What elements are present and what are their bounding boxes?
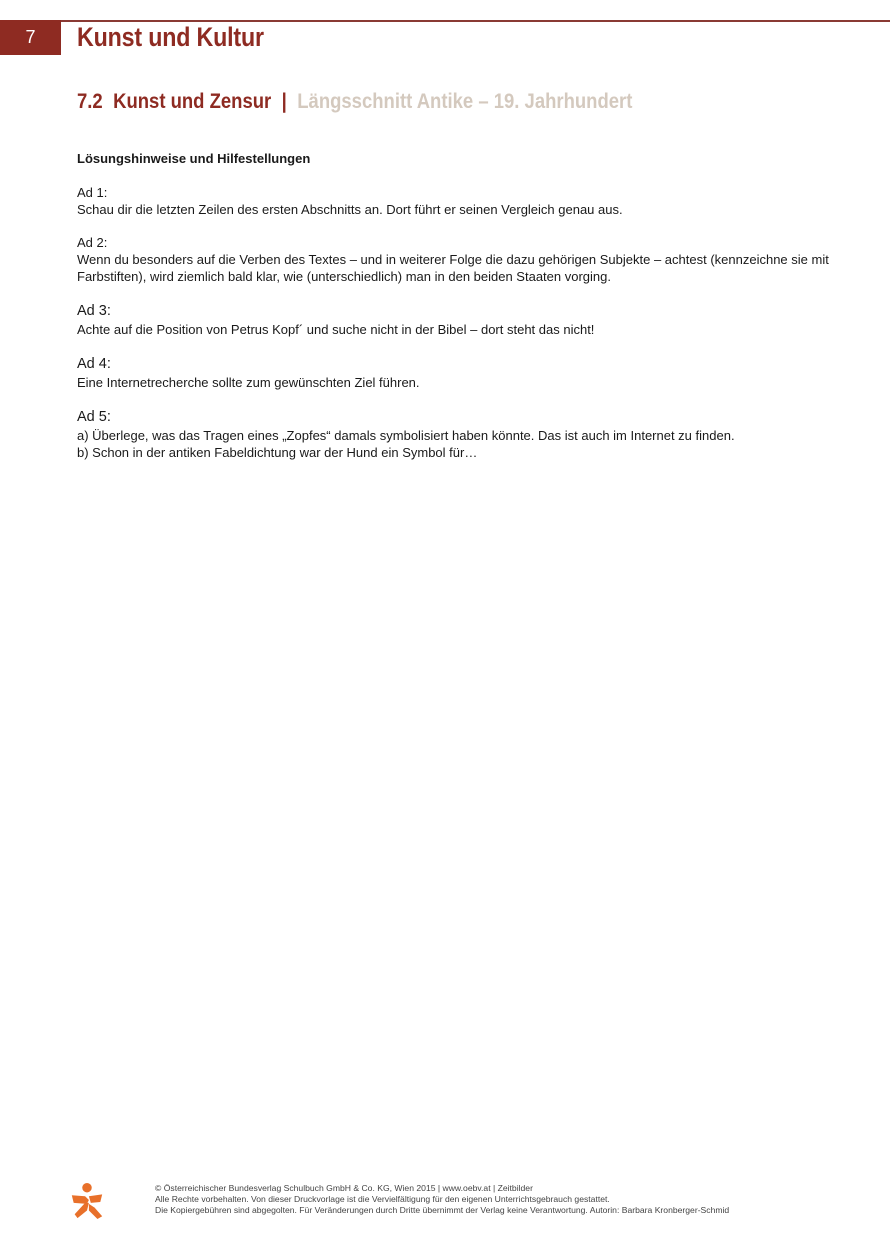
hints-heading: Lösungshinweise und Hilfestellungen: [77, 151, 311, 166]
section-title: Kunst und Zensur: [113, 90, 272, 113]
hint-label: Ad 2:: [77, 235, 108, 250]
footer-copyright: [155, 1183, 729, 1216]
section-number: 7.2: [77, 90, 103, 113]
hint-text: Eine Internetrecherche sollte zum gewünschten Ziel führen.: [77, 375, 420, 390]
hint-text: a) Überlege, was das Tragen eines „Zopfes“ damals symbolisiert haben könnte. Das ist auch im Internet zu finden.: [77, 428, 735, 443]
hint-text: b) Schon in der antiken Fabeldichtung war der Hund ein Symbol für…: [77, 445, 478, 460]
section-separator: |: [281, 90, 287, 113]
footer-line: Die Kopiergebühren sind abgegolten. Für Veränderungen durch Dritte übernimmt der Verlag keine Verantwortung. Autorin: Barbara Kronberger-Schmid: [155, 1205, 730, 1215]
section-heading: [77, 88, 632, 116]
hint-item: [77, 407, 837, 461]
hint-item: [77, 354, 837, 391]
hint-label: Ad 4:: [77, 356, 111, 372]
hint-text: Achte auf die Position von Petrus Kopf´ und suche nicht in der Bibel – dort steht das nicht!: [77, 322, 595, 337]
chapter-title: Kunst und Kultur: [77, 22, 264, 52]
footer-line: Alle Rechte vorbehalten. Von dieser Druckvorlage ist die Vervielfältigung für den eigenen Unterrichtsgebrauch gestattet.: [155, 1194, 610, 1204]
hint-label: Ad 1:: [77, 185, 108, 200]
section-subtitle: Längsschnitt Antike – 19. Jahrhundert: [297, 90, 633, 113]
hint-item: [77, 234, 837, 285]
hint-text: Schau dir die letzten Zeilen des ersten Abschnitts an. Dort führt er seinen Vergleich genau aus.: [77, 202, 623, 217]
hint-item: [77, 301, 837, 338]
chapter-number: 7: [25, 27, 36, 47]
solution-hints: [77, 150, 837, 477]
oebv-star-logo-icon: [68, 1182, 106, 1220]
hint-label: Ad 3:: [77, 303, 111, 319]
footer-line: © Österreichischer Bundesverlag Schulbuch GmbH & Co. KG, Wien 2015 | www.oebv.at | Zeitbilder: [155, 1183, 533, 1193]
chapter-number-badge: [0, 20, 61, 55]
hint-label: Ad 5:: [77, 409, 111, 425]
hint-text: Wenn du besonders auf die Verben des Textes – und in weiterer Folge die dazu gehörigen Subjekte – achtest (kennzeichne sie mit Farbstiften), wird ziemlich bald klar, wie (unterschiedlich) man in den beiden Staaten vorging.: [77, 252, 829, 284]
hint-item: [77, 184, 837, 218]
